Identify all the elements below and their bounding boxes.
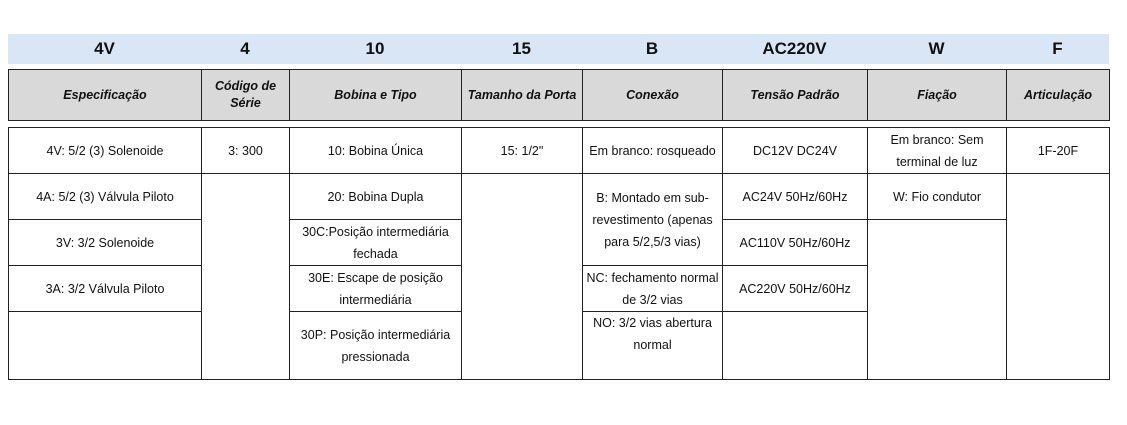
tensao-padrao-cell: AC110V 50Hz/60Hz bbox=[723, 220, 868, 266]
code-fiacao: W bbox=[928, 39, 945, 58]
codigo-serie-cell: 3: 300 bbox=[202, 128, 290, 174]
articulacao-cell: 1F-20F bbox=[1007, 128, 1110, 174]
code-especificacao: 4V bbox=[94, 39, 115, 58]
conexao-cell: NO: 3/2 vias abertura normal bbox=[583, 312, 723, 380]
header-codigo-serie: Código de Série bbox=[202, 70, 290, 121]
articulacao-empty-cell bbox=[1007, 174, 1110, 380]
bobina-tipo-cell: 30E: Escape de posição intermediária bbox=[290, 266, 462, 312]
fiacao-cell: W: Fio condutor bbox=[868, 174, 1007, 220]
conexao-cell: Em branco: rosqueado bbox=[583, 128, 723, 174]
table-row bbox=[9, 174, 1110, 220]
tensao-padrao-cell: AC24V 50Hz/60Hz bbox=[723, 174, 868, 220]
especificacao-empty-cell bbox=[9, 312, 202, 380]
tensao-padrao-cell: DC12V DC24V bbox=[723, 128, 868, 174]
bobina-tipo-cell: 30C:Posição intermediária fechada bbox=[290, 220, 462, 266]
code-tensao: AC220V bbox=[762, 39, 827, 58]
tamanho-porta-empty-cell bbox=[462, 174, 583, 380]
header-especificacao: Especificação bbox=[9, 70, 202, 121]
header-tensao-padrao: Tensão Padrão bbox=[723, 70, 868, 121]
code-conexao: B bbox=[645, 39, 659, 58]
code-tamanho: 15 bbox=[512, 39, 531, 58]
model-code-row bbox=[8, 34, 1109, 64]
code-bobina: 10 bbox=[365, 39, 385, 58]
especificacao-cell: 3V: 3/2 Solenoide bbox=[9, 220, 202, 266]
options-table bbox=[8, 127, 1110, 380]
tensao-padrao-empty-cell bbox=[723, 312, 868, 380]
table-row bbox=[9, 128, 1110, 174]
bobina-tipo-cell: 10: Bobina Única bbox=[290, 128, 462, 174]
header-fiacao: Fiação bbox=[868, 70, 1007, 121]
especificacao-cell: 3A: 3/2 Válvula Piloto bbox=[9, 266, 202, 312]
header-table bbox=[8, 69, 1110, 121]
fiacao-empty-cell bbox=[868, 220, 1007, 380]
bobina-tipo-cell: 30P: Posição intermediária pressionada bbox=[290, 312, 462, 380]
header-tamanho-porta: Tamanho da Porta bbox=[462, 70, 583, 121]
code-serie: 4 bbox=[240, 39, 250, 58]
tensao-padrao-cell: AC220V 50Hz/60Hz bbox=[723, 266, 868, 312]
header-conexao: Conexão bbox=[583, 70, 723, 121]
conexao-cell: B: Montado em sub-revestimento (apenas para 5/2,5/3 vias) bbox=[583, 174, 723, 266]
code-articulacao: F bbox=[1052, 39, 1063, 58]
header-bobina-tipo: Bobina e Tipo bbox=[290, 70, 462, 121]
header-articulacao: Articulação bbox=[1007, 70, 1110, 121]
especificacao-cell: 4V: 5/2 (3) Solenoide bbox=[9, 128, 202, 174]
conexao-cell: NC: fechamento normal de 3/2 vias bbox=[583, 266, 723, 312]
tamanho-porta-cell: 15: 1/2" bbox=[462, 128, 583, 174]
codigo-serie-empty-cell bbox=[202, 174, 290, 380]
bobina-tipo-cell: 20: Bobina Dupla bbox=[290, 174, 462, 220]
especificacao-cell: 4A: 5/2 (3) Válvula Piloto bbox=[9, 174, 202, 220]
fiacao-cell: Em branco: Sem terminal de luz bbox=[868, 128, 1007, 174]
